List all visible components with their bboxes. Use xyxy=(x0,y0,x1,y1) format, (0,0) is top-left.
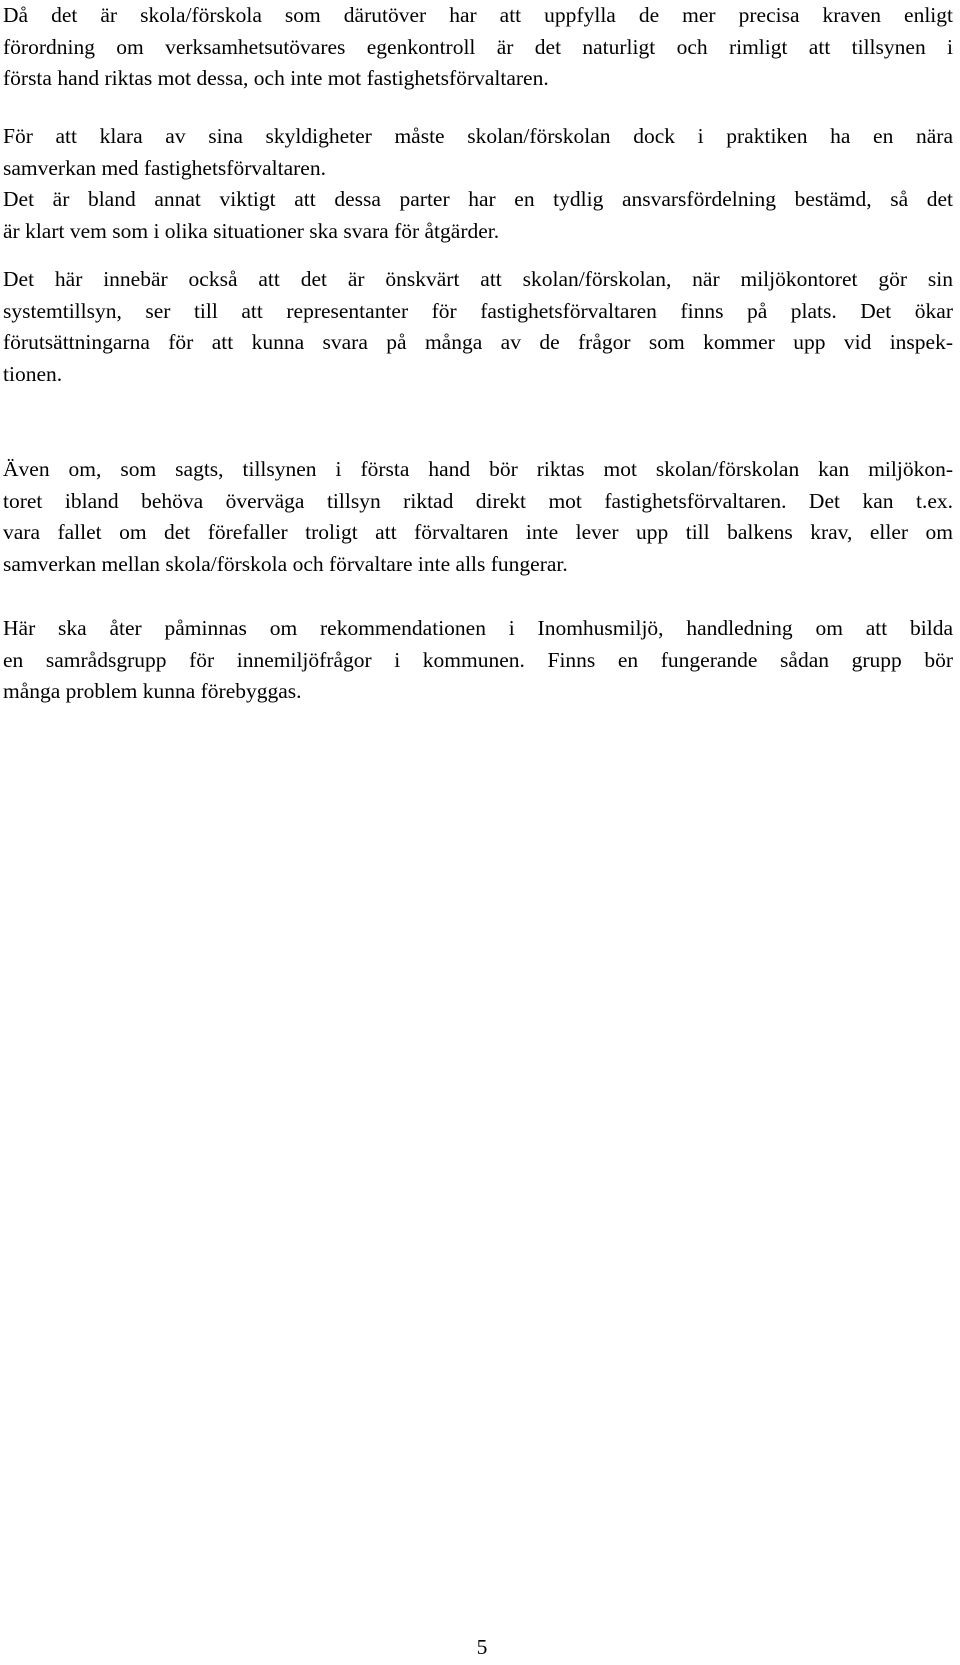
text-line: För att klara av sina skyldigheter måste skolan/förskolan dock i praktiken ha en nära xyxy=(3,124,953,148)
text-line: första hand riktas mot dessa, och inte mot fastighetsförvaltaren. xyxy=(3,66,549,91)
text-line: vara fallet om det förefaller troligt att förvaltaren inte lever upp till balkens krav, eller om xyxy=(3,520,953,545)
text-line: Det är bland annat viktigt att dessa parter har en tydlig ansvarsfördelning bestämd, så det xyxy=(3,187,953,212)
paragraph-direct-supervision xyxy=(3,454,953,581)
text-line: tionen. xyxy=(3,362,63,387)
text-line: Även om, som sagts, tillsynen i första hand bör riktas mot skolan/förskolan kan miljökon- xyxy=(3,457,953,481)
text-line: Det här innebär också att det är önskvärt att skolan/förskolan, när miljökontoret gör sin xyxy=(3,267,953,291)
text-line: systemtillsyn, ser till att representanter för fastighetsförvaltaren finns på plats. Det ökar xyxy=(3,298,953,323)
text-line: förutsättningarna för att kunna svara på många av de frågor som kommer upp vid inspek- xyxy=(3,330,953,355)
text-line: samverkan mellan skola/förskola och förvaltare inte alls fungerar. xyxy=(3,552,568,577)
paragraph-responsibility xyxy=(3,0,953,95)
text-line: en samrådsgrupp för innemiljöfrågor i kommunen. Finns en fungerande sådan grupp bör xyxy=(3,647,953,672)
text-line: många problem kunna förebyggas. xyxy=(3,679,302,704)
text-line: toret ibland behöva överväga tillsyn riktad direkt mot fastighetsförvaltaren. Det kan t.ex. xyxy=(3,488,953,513)
page-number: 5 xyxy=(476,1635,488,1659)
text-line: samverkan med fastighetsförvaltaren. xyxy=(3,155,326,180)
text-line: förordning om verksamhetsutövares egenkontroll är det naturligt och rimligt att tillsynen i xyxy=(3,34,953,59)
paragraph-system-supervision xyxy=(3,264,953,391)
paragraph-recommendation xyxy=(3,613,953,708)
text-line: Då det är skola/förskola som därutöver har att uppfylla de mer precisa kraven enligt xyxy=(3,3,953,27)
paragraph-cooperation xyxy=(3,121,953,248)
text-line: är klart vem som i olika situationer ska svara för åtgärder. xyxy=(3,219,500,244)
text-line: Här ska åter påminnas om rekommendationen i Inomhusmiljö, handledning om att bilda xyxy=(3,616,953,640)
